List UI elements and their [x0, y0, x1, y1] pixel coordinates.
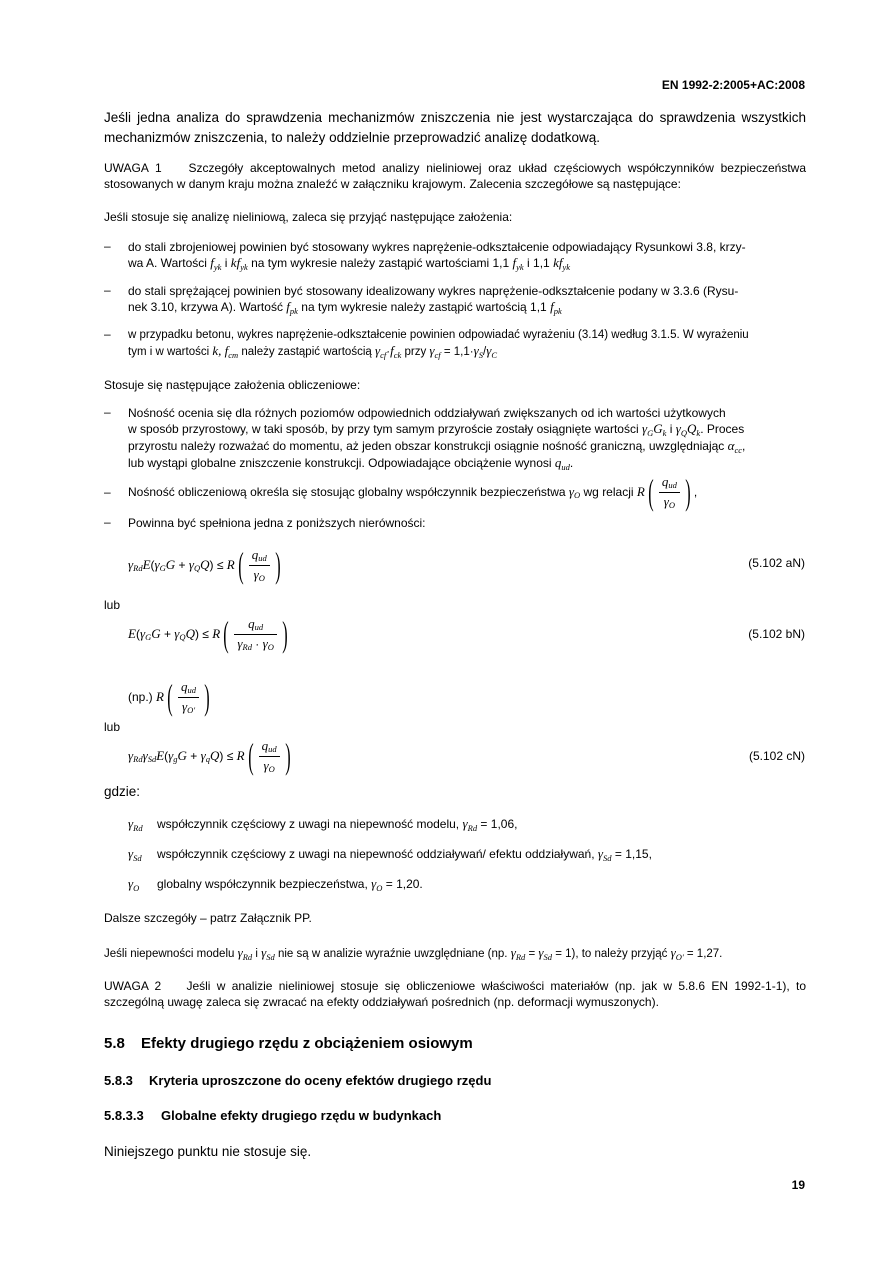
section-5-8-3-heading: 5.8.3 Kryteria uproszczone do oceny efektów drugiego rzędu	[104, 1073, 492, 1088]
section-5-8-3-3-heading: 5.8.3.3 Globalne efekty drugiego rzędu w budynkach	[104, 1108, 442, 1123]
assumptions-intro: Jeśli stosuje się analizę nieliniową, zaleca się przyjąć następujące założenia:	[104, 210, 513, 224]
where-label: gdzie:	[104, 784, 141, 799]
note-1-label: UWAGA 1	[104, 161, 162, 175]
bullet-dash: –	[104, 327, 111, 341]
equation-5-102-aN: γ Rd E ( γ G G + γ Q Q ) ≤ R ( $\frac{\text{qud}}{\gamma O}$ )	[128, 545, 281, 585]
note-1-text: Szczegóły akceptowalnych metod analizy nieliniowej oraz układ częściowych współczynników bezpieczeństwa stosowanych w danym kraju można znaleźć w załączniku krajowym. Zalecenia szczegółowe są następujące:	[104, 161, 806, 191]
note-2-text: Jeśli w analizie nieliniowej stosuje się obliczeniowe właściwości materiałów (np. jak w 5.8.6 EN 1992-1-1), to szczególną uwagę zaleca się zwracać na efekty oddziaływań pośrednich (np. deformacji wymuszonych).	[104, 979, 807, 1009]
lub-2: lub	[104, 720, 121, 734]
equation-number-cN: (5.102 cN)	[748, 749, 805, 763]
bullet-concrete: w przypadku betonu, wykres naprężenie-odkształcenie powinien odpowiadać wyrażeniu (3.14) według 3.1.5. W wyrażeniu tym i w wartości k, $f_{cm}$ należy zastąpić wartością $\gamma_{cf}\cdot f_{ck}$ przy $\gamma_{cf} = 1,1\cdot\gamma_S/\gamma_C$	[128, 329, 749, 360]
details-line: Dalsze szczegóły – patrz Załącznik PP.	[104, 911, 312, 925]
equation-number-bN: (5.102 bN)	[748, 627, 805, 641]
equation-5-102-cN: γ Rd γ Sd E ( γ g G + γ q Q ) ≤ R ( $\frac{\text{qud}}{\gamma O}$ )	[128, 736, 291, 776]
uncertainty-line: Jeśli niepewności modelu $\gamma_{Rd}$ i $\gamma_{Sd}$ nie są w analizie wyraźnie uwzględniane (np. $\gamma_{Rd} = \gamma_{Sd} = 1$), to należy przyjąć $\gamma_{O'} = 1,27$.	[104, 945, 723, 962]
note-2-label: UWAGA 2	[104, 979, 162, 993]
calc-intro: Stosuje się następujące założenia obliczeniowe:	[104, 378, 361, 392]
bullet-design-resistance: Nośność obliczeniową określa się stosując globalny współczynnik bezpieczeństwa γ O wg relacji R ( $\frac{\text{qud}}{\gamma O}$ ) ,	[128, 472, 698, 512]
bullet-dash: –	[104, 405, 111, 419]
equation-number-aN: (5.102 aN)	[748, 556, 805, 570]
symbol-gamma-o-desc: globalny współczynnik bezpieczeństwa, $\gamma_O = 1,20$.	[157, 876, 423, 893]
note-1	[104, 160, 806, 192]
bullet-load-increment: Nośność ocenia się dla różnych poziomów odpowiednich oddziaływań zwiększanych od ich wartości użytkowych w sposób przyrostowy, w taki sposób, by przy tym samym przyroście zostały osiągnięte wartości $\gamma_GG_k$ i $\gamma_QQ_k$. Proces przyrostu należy rozważać do momentu, aż jeden obszar konstrukcji osiągnie nośność graniczną, uwzględniając $\alpha_{cc}$, lub wystąpi globalne zniszczenie konstrukcji. Odpowiadające obciążenie wynosi $q_{ud}$.	[128, 406, 746, 472]
note-2	[104, 978, 806, 1010]
bullet-reinforcing-steel: do stali zbrojeniowej powinien być stosowany wykres naprężenie-odkształcenie odpowiadający Rysunkowi 3.8, krzy- wa A. Wartości $f_{yk}$ i $kf_{yk}$ na tym wykresie należy zastąpić wartościami 1,1 $f_{yk}$ i 1,1 $kf_{yk}$	[128, 240, 746, 272]
symbol-gamma-sd-desc: współczynnik częściowy z uwagi na niepewność oddziaływań/ efektu oddziaływań, $\gamma_{Sd} = 1,15$,	[157, 846, 652, 863]
equation-np: (np.) R ( $\frac{\text{qud}}{\gamma O'}$ )	[128, 677, 210, 717]
standard-header: EN 1992-2:2005+AC:2008	[661, 78, 805, 92]
symbol-gamma-o: $\gamma_O$	[128, 876, 140, 893]
bullet-inequalities: Powinna być spełniona jedna z poniższych nierówności:	[128, 516, 426, 530]
intro-paragraph: Jeśli jedna analiza do sprawdzenia mechanizmów zniszczenia nie jest wystarczająca do sprawdzenia wszystkich mechanizmów zniszczenia, to należy oddzielnie przeprowadzić analizę dodatkową.	[104, 110, 806, 145]
bullet-dash: –	[104, 283, 111, 297]
symbol-gamma-sd: $\gamma_{Sd}$	[128, 846, 142, 863]
section-5-8-heading: 5.8 Efekty drugiego rzędu z obciążeniem osiowym	[104, 1035, 473, 1052]
page-number: 19	[791, 1178, 805, 1192]
symbol-gamma-rd-desc: współczynnik częściowy z uwagi na niepewność modelu, $\gamma_{Rd} = 1,06$,	[157, 816, 518, 833]
lub-1: lub	[104, 598, 121, 612]
bullet-dash: –	[104, 515, 111, 529]
bullet-prestressing-steel: do stali sprężającej powinien być stosowany idealizowany wykres naprężenie-odkształcenie podany w 3.3.6 (Rysu- nek 3.10, krzywa A). Wartość $f_{pk}$ na tym wykresie należy zastąpić wartością 1,1 $f_{pk}$	[128, 284, 739, 316]
bullet-dash: –	[104, 485, 111, 499]
final-sentence: Niniejszego punktu nie stosuje się.	[104, 1144, 312, 1159]
equation-5-102-bN: E ( γ G G + γ Q Q ) ≤ R ( $\frac{\text{qud}}{\text{γRd · γO}}$ )	[128, 614, 288, 654]
symbol-gamma-rd: $\gamma_{Rd}$	[128, 816, 143, 833]
bullet-dash: –	[104, 239, 111, 253]
